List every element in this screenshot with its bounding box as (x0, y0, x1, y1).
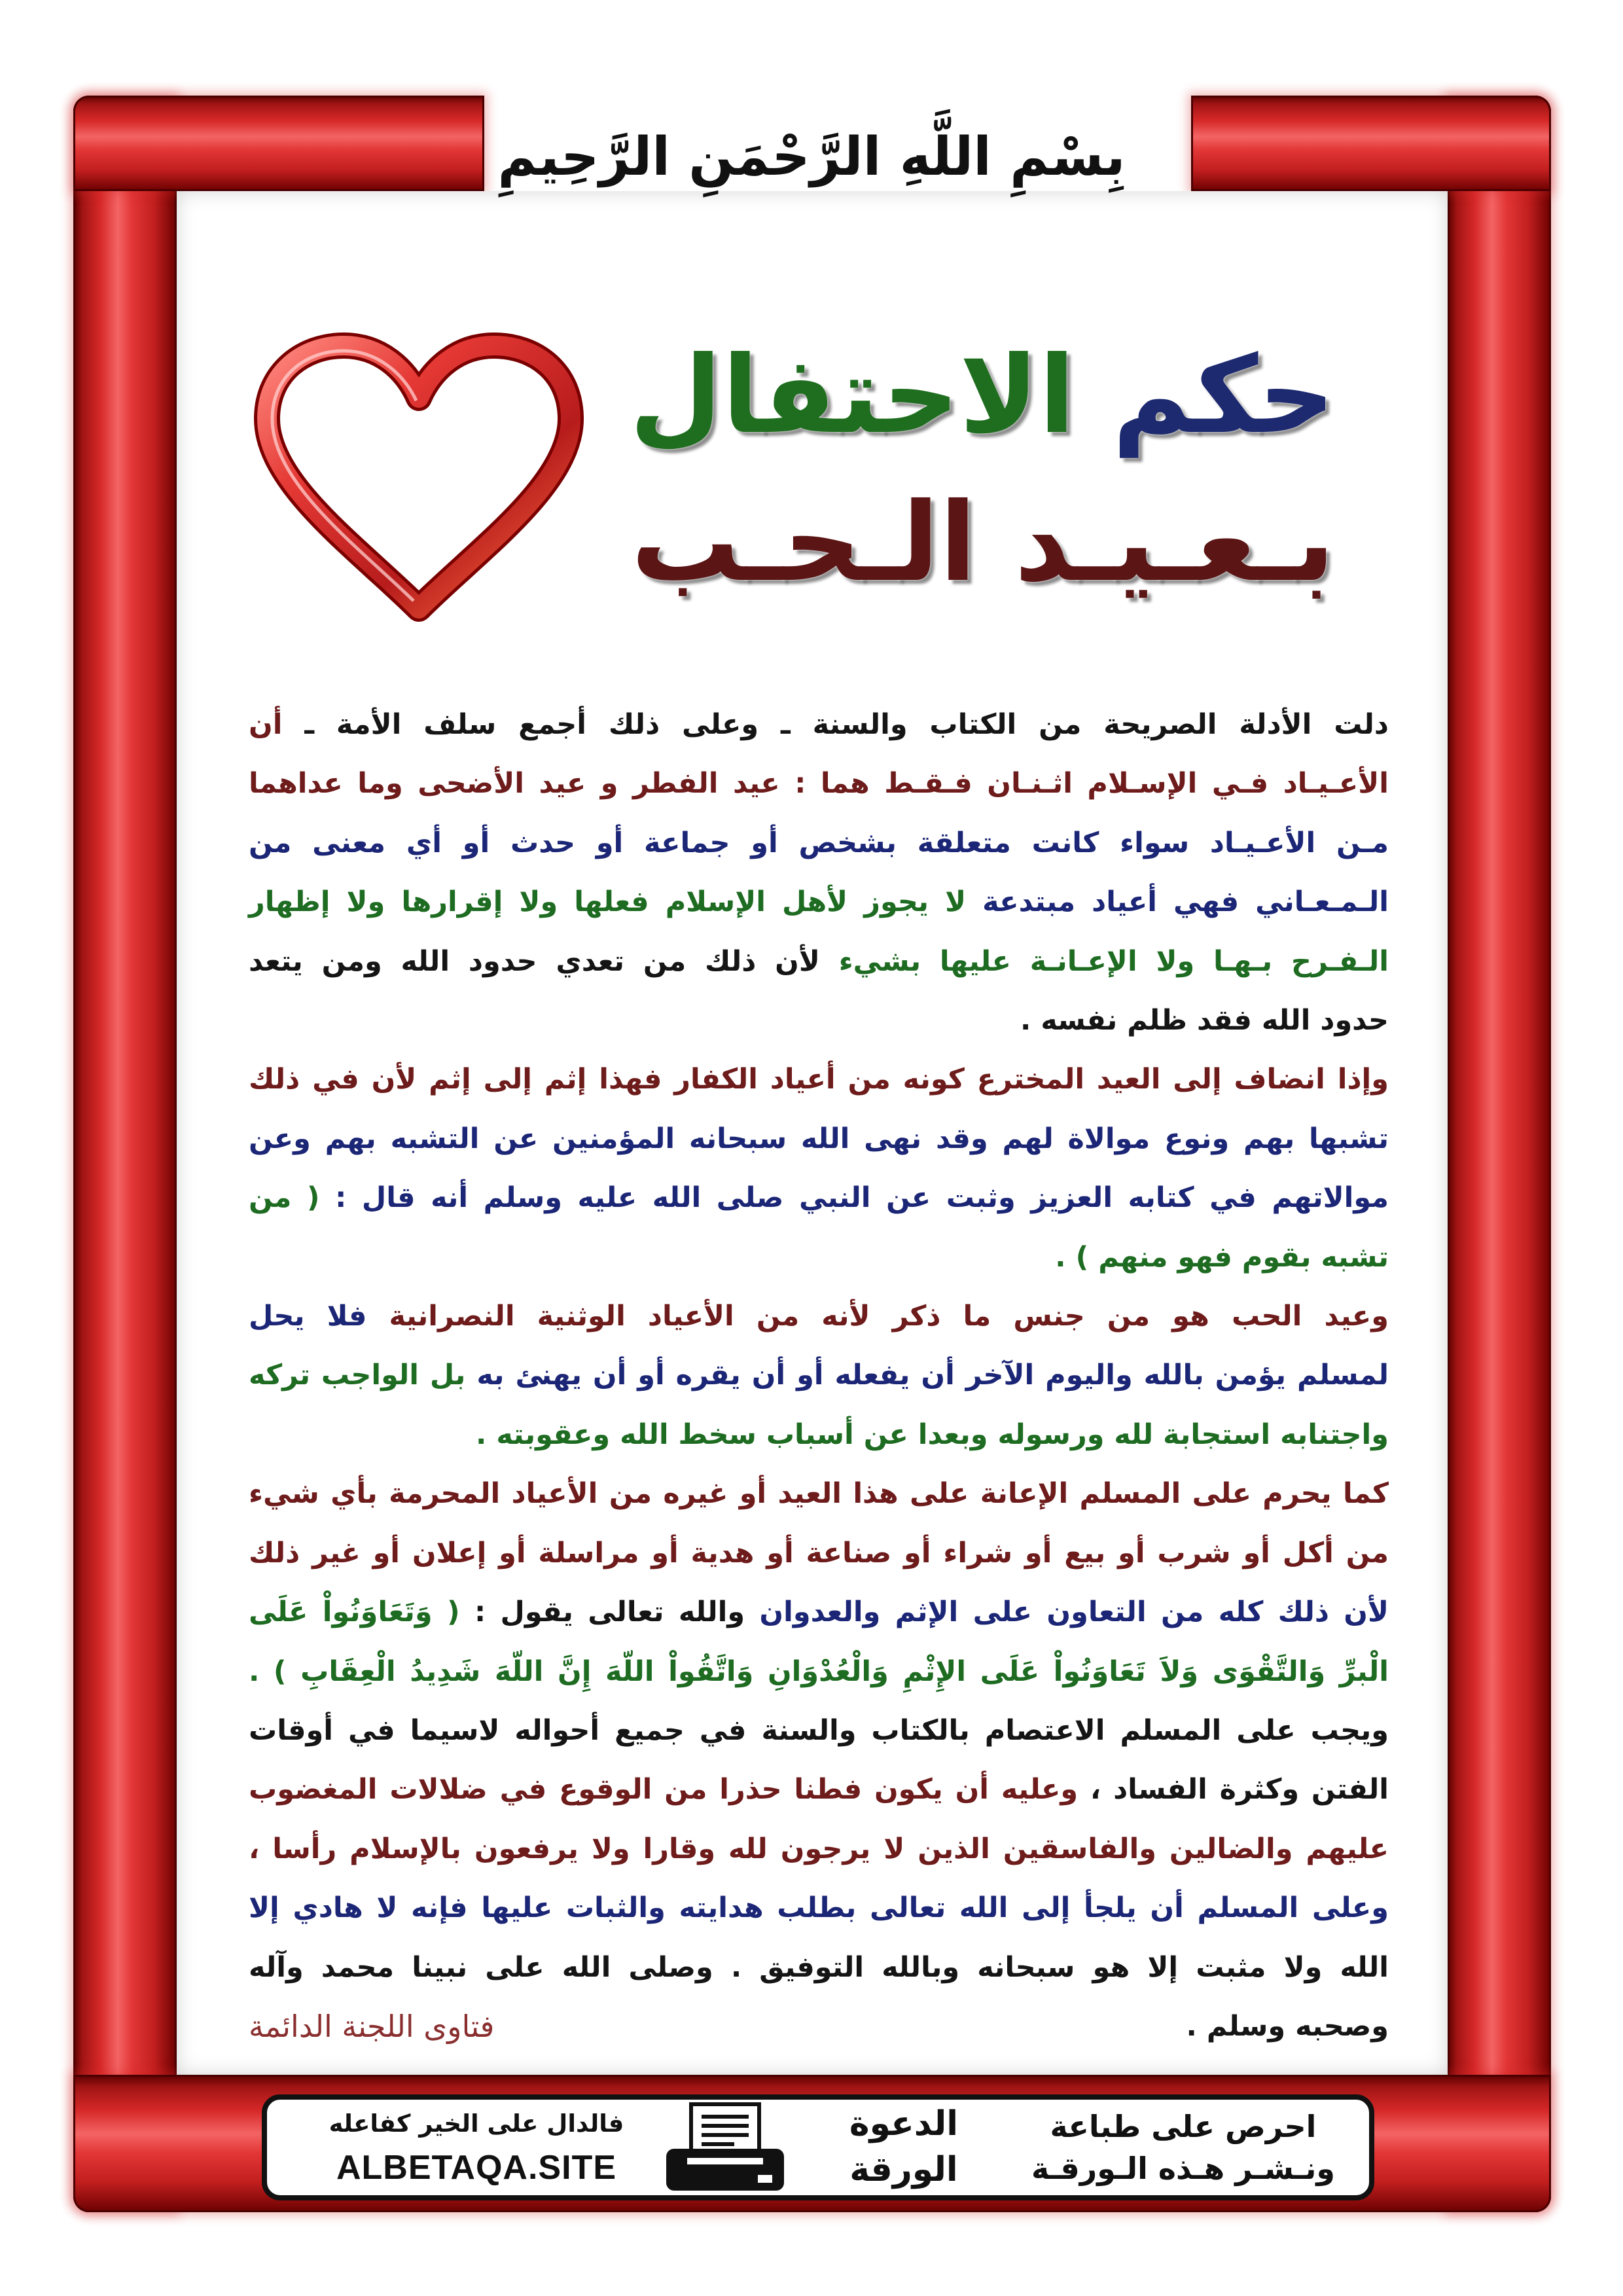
text-segment: ويجب على المسلم الاعتصام بالكتاب والسنة في جميع أحواله لاسيما في أوقات (249, 1713, 1389, 1747)
body-line (249, 1701, 1389, 1760)
frame-right-bar (1448, 96, 1551, 2212)
text-segment: وعيد الحب هو من جنس ما ذكر لأنه من الأعياد الوثنية النصرانية (366, 1300, 1389, 1333)
basmala-calligraphy: بِسْمِ اللَّهِ الرَّحْمَنِ الرَّحِيمِ (497, 126, 1126, 188)
text-segment: عليهم والضالين والفاسقين الذين لا يرجون لله وقارا ولا يرفعون بالإسلام رأسا ، (249, 1832, 1389, 1865)
body-line (249, 1405, 1389, 1464)
body-line (249, 814, 1389, 872)
body-line (249, 991, 1389, 1050)
website-block (326, 2104, 627, 2191)
text-segment: الـمـعـاني فهي أعياد مبتدعة (966, 886, 1389, 919)
body-line (249, 1583, 1389, 1641)
body-line (249, 1346, 1389, 1405)
print-appeal (1007, 2106, 1360, 2189)
text-segment: بل الواجب تركه (249, 1359, 466, 1392)
proverb-text: فالدال على الخير كفاعله (329, 2109, 624, 2138)
footer-banner (262, 2094, 1374, 2200)
text-segment: لمسلم يؤمن بالله واليوم الآخر أن يفعله أو أن يقره أو أن يهنئ به (465, 1359, 1389, 1392)
body-line (249, 1524, 1389, 1583)
title-word-celebration: الاحتفال (629, 334, 1076, 457)
text-segment: لأن ذلك من تعدي حدود الله ومن يتعد (249, 944, 820, 978)
body-line (249, 872, 1389, 931)
text-segment: لأن ذلك كله من التعاون على الإثم والعدوان (745, 1596, 1389, 1629)
quran-verse-segment: الْبرِّ وَالتَّقْوَى وَلاَ تَعَاوَنُواْ عَلَى الإِثْمِ وَالْعُدْوَانِ وَاتَّقُواْ اللّهَ إِنَّ اللّهَ شَدِيدُ الْعِقَابِ ) . (249, 1655, 1389, 1688)
text-segment: من أكل أو شرب أو بيع أو شراء أو صناعة أو هدية أو مراسلة أو إعلان أو غير ذلك (249, 1536, 1389, 1570)
article-body (249, 695, 1389, 2056)
text-segment: وصحبه وسلم . (1186, 2009, 1389, 2043)
text-segment: مـن الأعـيـاد سواء كانت متعلقة بشخص أو جماعة أو حدث أو أي معنى من (249, 826, 1389, 859)
text-segment: الله ولا مثبت إلا هو سبحانه وبالله التوفيق . وصلى الله على نبينا محمد وآله (249, 1950, 1389, 1984)
body-line (249, 1050, 1389, 1109)
text-segment: كما يحرم على المسلم الإعانة على هذا العيد أو غيره من الأعياد المحرمة بأي شيء (249, 1477, 1389, 1511)
body-line (249, 1878, 1389, 1937)
body-line (249, 754, 1389, 813)
body-line (249, 1820, 1389, 1878)
text-segment: والله تعالى يقول : (459, 1596, 745, 1629)
body-line (249, 1109, 1389, 1168)
website-url: ALBETAQA.SITE (336, 2149, 617, 2187)
text-segment: واجتنابه استجابة لله ورسوله وبعدا عن أسباب سخط الله وعقوبته . (476, 1418, 1389, 1451)
dawa-logo (835, 2101, 972, 2194)
text-segment: ( من (249, 1181, 320, 1215)
body-line (249, 1464, 1389, 1523)
text-segment: أن (249, 708, 283, 741)
logo-line-1: الدعوة (849, 2104, 959, 2144)
text-segment: الأعـيـاد فـي الإسـلام اثـنـان فـقـط هما : عيد الفطر و عيد الأضحى وما عداهما (249, 767, 1389, 800)
body-line (249, 1228, 1389, 1287)
body-line (249, 1938, 1389, 1997)
text-segment: موالاتهم في كتابه العزيز وثبت عن النبي صلى الله عليه وسلم أنه قال : (319, 1181, 1389, 1215)
printer-icon (660, 2102, 791, 2193)
title-line-1 (628, 327, 1335, 465)
body-line (249, 1168, 1389, 1227)
text-segment: وعلى المسلم أن يلجأ إلى الله تعالى بطلب هدايته والثبات عليها فإنه لا هادي إلا (249, 1892, 1389, 1925)
body-line (249, 1287, 1389, 1346)
text-segment: الفتن وكثرة الفساد ، (1078, 1773, 1389, 1806)
frame-top-right-bar (1191, 96, 1551, 191)
text-segment: تشبه بقوم فهو منهم ) . (1055, 1240, 1389, 1274)
heart-icon (242, 327, 596, 635)
print-appeal-line-2: ونـشـر هـذه الـورقـة (1031, 2151, 1335, 2186)
text-segment: لا يجوز لأهل الإسلام فعلها ولا إقرارها ولا إظهار (249, 886, 967, 919)
print-appeal-line-1: احرص على طباعة (1050, 2109, 1317, 2144)
text-segment: فلا يحل (249, 1300, 367, 1333)
text-segment: حدود الله فقد ظلم نفسه . (1020, 1004, 1389, 1037)
text-segment: تشبها بهم ونوع موالاة لهم وقد نهى الله سبحانه المؤمنين عن التشبه بهم وعن (249, 1122, 1389, 1155)
title-word-ruling: حكم (1075, 334, 1335, 457)
title-word-valentine: بـعـيـد الـحـب (631, 480, 1335, 606)
text-segment: الـفـرح بـهـا ولا الإعـانـة عليها بشيء (819, 944, 1389, 978)
body-line (249, 1642, 1389, 1701)
body-line (249, 932, 1389, 991)
body-line (249, 695, 1389, 754)
body-line (249, 1760, 1389, 1819)
text-segment: وإذا انضاف إلى العيد المخترع كونه من أعياد الكفار فهذا إثم إلى إثم لأن في ذلك (249, 1063, 1389, 1096)
logo-line-2: الورقة (849, 2150, 958, 2189)
text-segment: وعليه أن يكون فطنا حذرا من الوقوع في ضلالات المغضوب (249, 1773, 1079, 1806)
text-segment: دلت الأدلة الصريحة من الكتاب والسنة ـ وعلى ذلك أجمع سلف الأمة ـ (282, 708, 1389, 741)
frame-left-bar (73, 96, 177, 2212)
quran-verse-segment: ( وَتَعَاوَنُواْ عَلَى (249, 1596, 460, 1629)
source-citation: فتاوى اللجنة الدائمة (249, 2009, 495, 2044)
title-line-2 (628, 471, 1335, 615)
frame-top-left-bar (73, 96, 484, 191)
